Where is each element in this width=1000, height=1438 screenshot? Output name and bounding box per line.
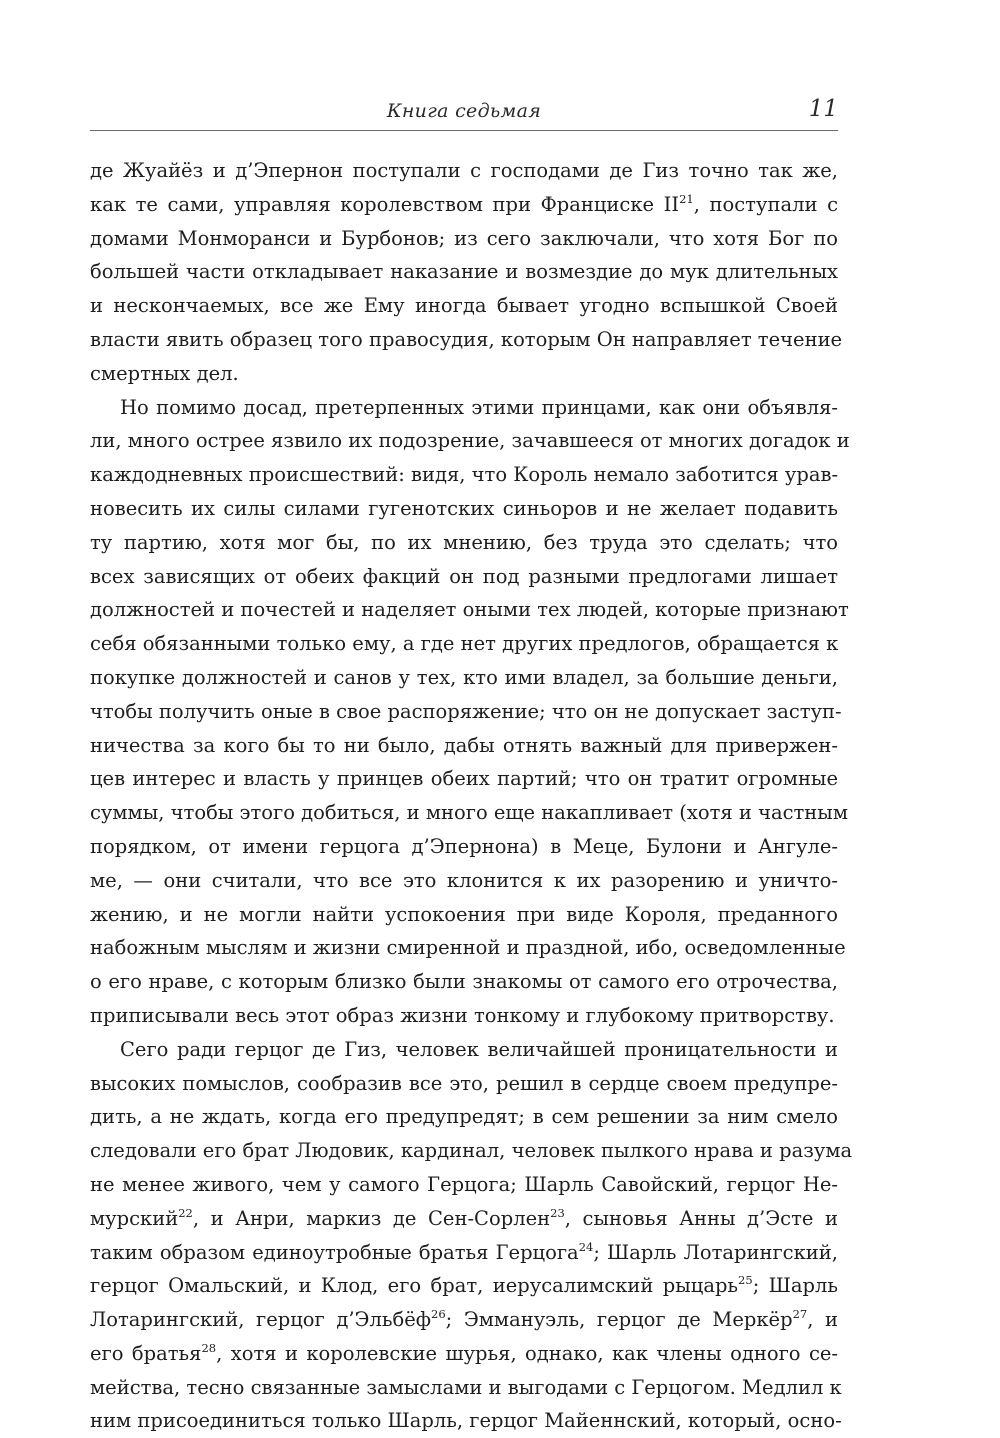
text-line	[90, 222, 838, 256]
text-segment: суммы, чтобы этого добиться, и много еще накапливает (хотя и частным	[90, 801, 848, 825]
text-line	[90, 830, 838, 864]
text-line	[90, 593, 849, 627]
text-line	[90, 1033, 838, 1067]
text-segment: , сыновья Анны д’Эсте и	[564, 1206, 838, 1230]
text-segment: должностей и почестей и наделяет оными тех людей, которые признают	[90, 598, 849, 622]
text-line	[90, 289, 838, 323]
footnote-marker: 23	[550, 1205, 565, 1220]
text-segment: ме, — они считали, что все это клонится к их разорению и уничто-	[90, 868, 838, 892]
text-line	[90, 864, 838, 898]
text-line	[90, 391, 838, 425]
footnote-marker: 21	[679, 191, 694, 206]
text-segment: ; Эммануэль, герцог де Меркёр	[445, 1308, 793, 1332]
text-segment: ним присоединиться только Шарль, герцог Майеннский, который, осно-	[90, 1409, 842, 1433]
text-segment: власти явить образец того правосудия, которым Он направляет течение	[90, 327, 843, 351]
text-segment: большей части откладывает наказание и возмездие до мук длительных	[90, 260, 838, 284]
text-segment: следовали его брат Людовик, кардинал, человек пылкого нрава и разума	[90, 1139, 853, 1163]
text-line	[90, 323, 843, 357]
text-line	[90, 999, 838, 1033]
text-line	[90, 154, 838, 188]
text-segment: , поступали с	[693, 192, 838, 216]
footnote-marker: 28	[201, 1340, 217, 1355]
text-segment: набожным мыслям и жизни смиренной и праздной, ибо, осведомленные	[90, 936, 846, 960]
text-line	[90, 695, 842, 729]
text-line	[90, 931, 846, 965]
text-segment: таким образом единоутробные братья Герцога	[90, 1240, 579, 1264]
text-segment: ту партию, хотя мог бы, по их мнению, без труда это сделать; что	[90, 530, 838, 554]
text-line	[90, 1371, 842, 1405]
text-segment: о его нраве, с которым близко были знакомы от самого его отрочества,	[90, 970, 838, 994]
text-line	[90, 627, 838, 661]
text-line	[90, 1337, 838, 1371]
text-segment: Лотарингский, герцог д’Эльбёф	[90, 1308, 432, 1332]
text-segment: , и	[807, 1308, 838, 1332]
text-segment: как те сами, управляя королевством при Франциске II	[90, 192, 680, 216]
text-segment: приписывали весь этот образ жизни тонкому и глубокому притворству.	[90, 1003, 835, 1027]
text-segment: дить, а не ждать, когда его предупредят; в сем решении за ним смело	[90, 1105, 838, 1129]
text-line	[90, 1067, 838, 1101]
text-segment: каждодневных происшествий: видя, что Король немало заботится урав-	[90, 463, 839, 487]
footnote-marker: 25	[738, 1273, 753, 1288]
text-segment: высоких помыслов, сообразив все это, решил в сердце своем предупре-	[90, 1071, 838, 1095]
text-segment: Но помимо досад, претерпенных этими принцами, как они объявля-	[120, 395, 838, 419]
text-segment: герцог Омальский, и Клод, его брат, иерусалимский рыцарь	[90, 1274, 739, 1298]
text-segment: не менее живого, чем у самого Герцога; Шарль Савойский, герцог Не-	[90, 1172, 838, 1196]
footnote-marker: 24	[578, 1239, 594, 1254]
text-line	[90, 796, 848, 830]
text-segment: мейства, тесно связанные замыслами и выгодами с Герцогом. Медлил к	[90, 1375, 842, 1399]
text-segment: и нескончаемых, все же Ему иногда бывает угодно вспышкой Своей	[90, 294, 838, 318]
running-head: Книга седьмая	[386, 100, 542, 122]
text-segment: мурский	[90, 1206, 179, 1230]
text-line	[90, 1168, 838, 1202]
text-line	[90, 1404, 842, 1438]
text-segment: покупке должностей и санов у тех, кто ими владел, за большие деньги,	[90, 665, 838, 689]
text-segment: Сего ради герцог де Гиз, человек величайшей проницательности и	[120, 1037, 838, 1061]
text-line	[90, 1202, 838, 1236]
text-line	[90, 1100, 838, 1134]
text-line	[90, 661, 838, 695]
text-line	[90, 1236, 838, 1270]
text-line	[90, 1269, 838, 1303]
footnote-marker: 26	[431, 1307, 446, 1322]
text-segment: его братья	[90, 1341, 202, 1365]
text-segment: де Жуайёз и д’Эпернон поступали с господами де Гиз точно так же,	[90, 159, 838, 182]
text-line	[90, 458, 838, 492]
text-line	[90, 492, 838, 526]
text-line	[90, 560, 838, 594]
text-segment: , и Анри, маркиз де Сен-Сорлен	[192, 1206, 551, 1230]
text-line	[90, 526, 838, 560]
text-segment: домами Монморанси и Бурбонов; из сего заключали, что хотя Бог по	[90, 226, 838, 250]
text-segment: чтобы получить оные в свое распоряжение; что он не допускает заступ-	[90, 699, 842, 723]
text-line	[90, 965, 838, 999]
text-line	[90, 1303, 838, 1337]
text-segment: ; Шарль	[752, 1274, 838, 1298]
text-segment: смертных дел.	[90, 361, 239, 385]
footnote-marker: 22	[178, 1205, 193, 1220]
text-segment: себя обязанными только ему, а где нет других предлогов, обращается к	[90, 632, 839, 656]
text-line	[90, 729, 838, 763]
text-line	[90, 255, 838, 289]
text-segment: ли, много острее язвило их подозрение, зачавшееся от многих догадок и	[90, 429, 850, 453]
text-segment: порядком, от имени герцога д’Эпернона) в Меце, Булони и Ангуле-	[90, 834, 838, 858]
text-segment: всех зависящих от обеих факций он под разными предлогами лишает	[90, 564, 838, 588]
page-number: 11	[808, 96, 838, 122]
text-line	[90, 357, 838, 391]
text-segment: цев интерес и власть у принцев обеих партий; что он тратит огромные	[90, 767, 838, 791]
text-line	[90, 424, 850, 458]
text-segment: ; Шарль Лотарингский,	[593, 1240, 838, 1264]
text-segment: ничества за кого бы то ни было, дабы отнять важный для привержен-	[90, 733, 838, 757]
text-line	[90, 1134, 853, 1168]
page-header	[90, 96, 838, 131]
text-segment: , хотя и королевские шурья, однако, как члены одного се-	[216, 1341, 838, 1365]
text-line	[90, 762, 838, 796]
text-segment: новесить их силы силами гугенотских синьоров и не желает подавить	[90, 496, 838, 520]
footnote-marker: 27	[792, 1307, 808, 1322]
text-line	[90, 898, 838, 932]
text-segment: жению, и не могли найти успокоения при виде Короля, преданного	[90, 902, 838, 926]
text-line	[90, 188, 838, 222]
text-body	[90, 154, 853, 1438]
